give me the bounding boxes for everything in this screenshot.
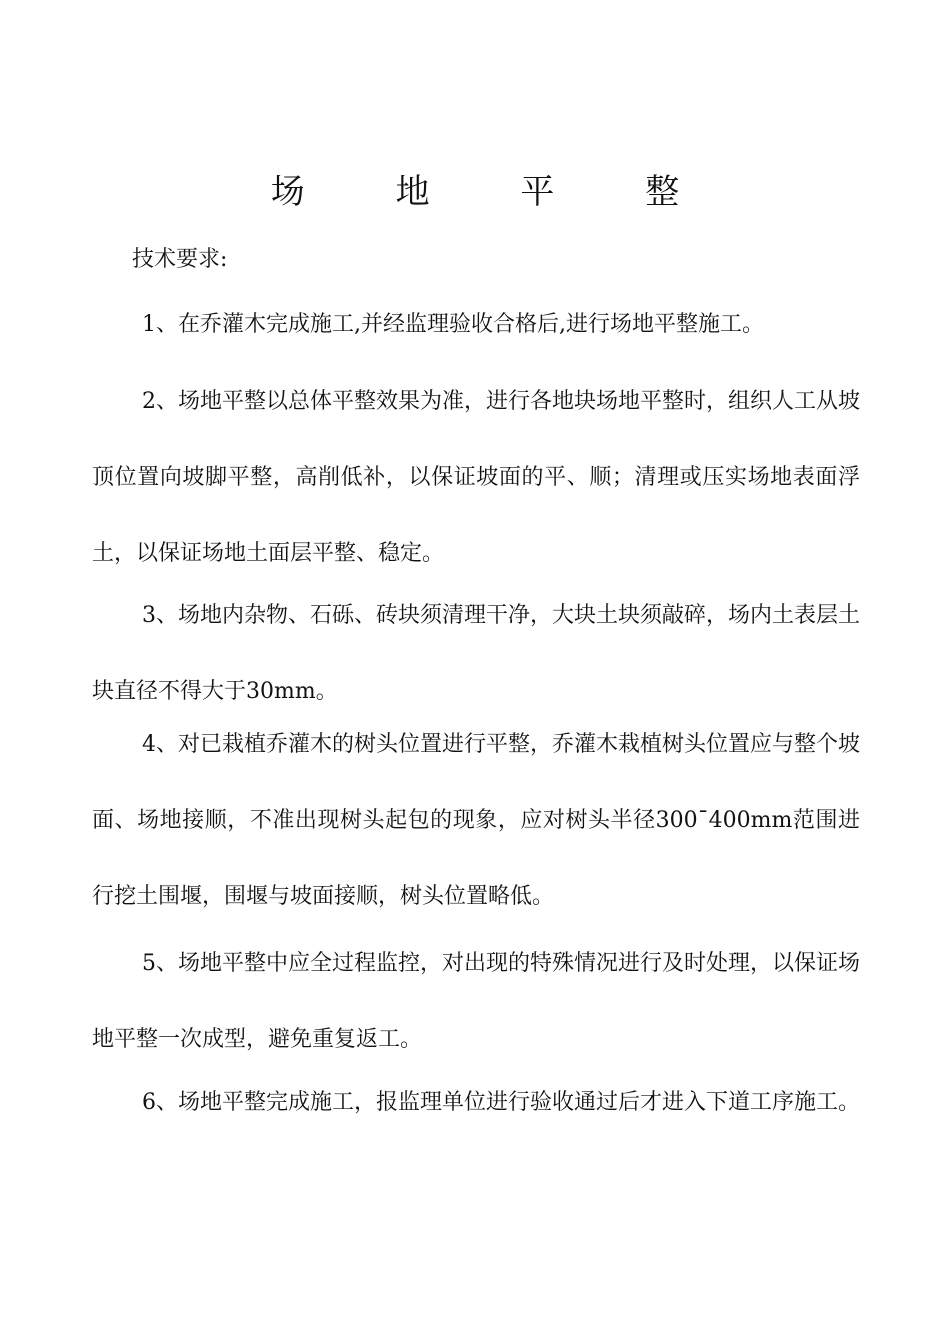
paragraph-5: 5、场地平整中应全过程监控，对出现的特殊情况进行及时处理，以保证场地平整一次成型，避免重复返工。 xyxy=(92,951,860,1052)
paragraph-3: 3、场地内杂物、石砾、砖块须清理干净，大块土块须敲碎，场内土表层土块直径不得大于30mm。 xyxy=(92,603,860,704)
paragraph-2: 2、场地平整以总体平整效果为准，进行各地块场地平整时，组织人工从坡顶位置向坡脚平整，高削低补，以保证坡面的平、顺；清理或压实场地表面浮土，以保证场地土面层平整、稳定。 xyxy=(92,389,860,566)
paragraph-1: 1、在乔灌木完成施工,并经监理验收合格后,进行场地平整施工。 xyxy=(142,312,764,337)
document-subtitle: 技术要求: xyxy=(132,247,228,272)
paragraph-6: 6、场地平整完成施工，报监理单位进行验收通过后才进入下道工序施工。 xyxy=(142,1090,860,1115)
paragraph-4: 4、对已栽植乔灌木的树头位置进行平整，乔灌木栽植树头位置应与整个坡面、场地接顺，不准出现树头起包的现象，应对树头半径300¯400mm范围进行挖土围堰，围堰与坡面接顺，树头位置略低。 xyxy=(92,732,860,909)
document-title: 场 地 平 整 xyxy=(270,172,720,212)
